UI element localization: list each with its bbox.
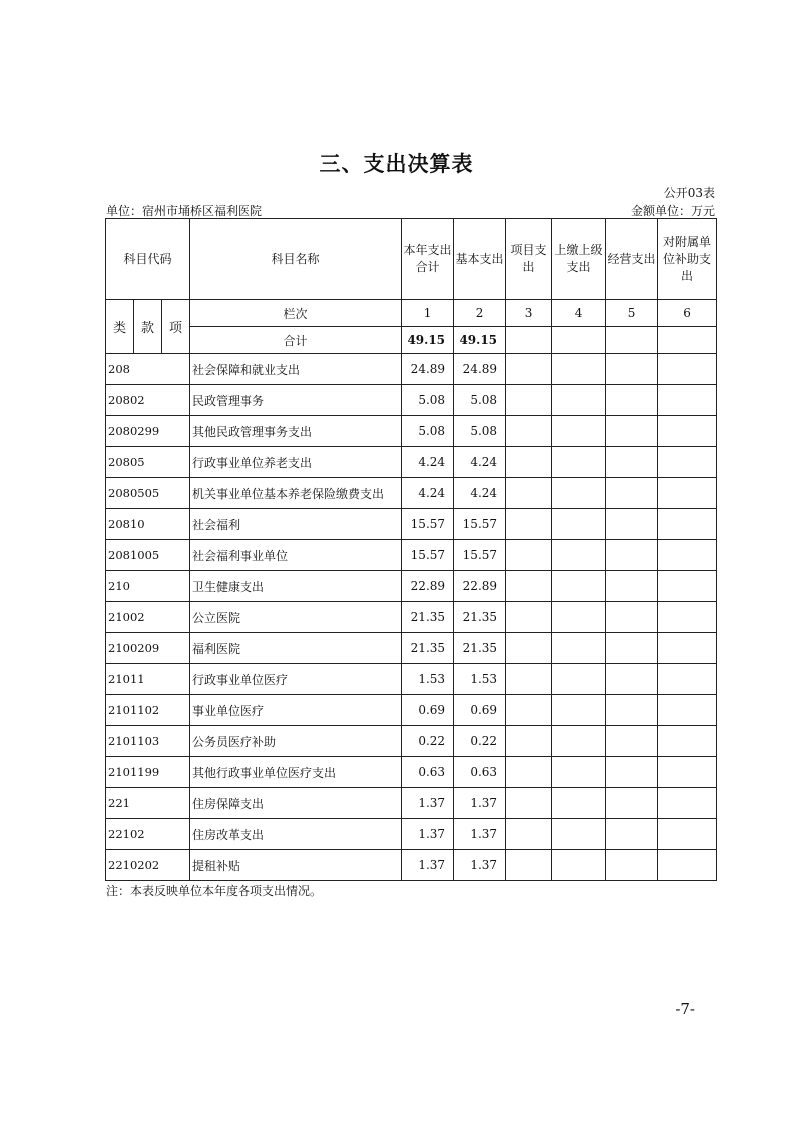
header-col2: 基本支出 bbox=[454, 219, 506, 300]
row-c4 bbox=[552, 788, 606, 819]
row-c4 bbox=[552, 602, 606, 633]
row-c1: 5.08 bbox=[402, 385, 454, 416]
row-code: 2101103 bbox=[106, 726, 190, 757]
row-c6 bbox=[658, 757, 717, 788]
row-name: 福利医院 bbox=[190, 633, 402, 664]
total-c5 bbox=[606, 327, 658, 354]
row-c5 bbox=[606, 540, 658, 571]
row-c5 bbox=[606, 726, 658, 757]
row-c6 bbox=[658, 726, 717, 757]
row-name: 行政事业单位医疗 bbox=[190, 664, 402, 695]
lanci-6: 6 bbox=[658, 300, 717, 327]
lanci-4: 4 bbox=[552, 300, 606, 327]
row-c1: 15.57 bbox=[402, 540, 454, 571]
table-row bbox=[106, 633, 717, 664]
row-c3 bbox=[506, 664, 552, 695]
row-c5 bbox=[606, 571, 658, 602]
table-row bbox=[106, 664, 717, 695]
row-code: 20805 bbox=[106, 447, 190, 478]
row-c4 bbox=[552, 447, 606, 478]
row-c3 bbox=[506, 509, 552, 540]
row-c6 bbox=[658, 695, 717, 726]
row-c2: 1.53 bbox=[454, 664, 506, 695]
row-c6 bbox=[658, 633, 717, 664]
row-code: 21002 bbox=[106, 602, 190, 633]
row-c5 bbox=[606, 602, 658, 633]
row-c1: 1.53 bbox=[402, 664, 454, 695]
row-code: 2101102 bbox=[106, 695, 190, 726]
row-c1: 1.37 bbox=[402, 788, 454, 819]
row-c2: 0.69 bbox=[454, 695, 506, 726]
row-name: 其他行政事业单位医疗支出 bbox=[190, 757, 402, 788]
lanci-2: 2 bbox=[454, 300, 506, 327]
row-c4 bbox=[552, 509, 606, 540]
row-c4 bbox=[552, 757, 606, 788]
row-c2: 1.37 bbox=[454, 850, 506, 881]
row-c5 bbox=[606, 664, 658, 695]
row-c1: 0.22 bbox=[402, 726, 454, 757]
row-name: 卫生健康支出 bbox=[190, 571, 402, 602]
total-c4 bbox=[552, 327, 606, 354]
row-c5 bbox=[606, 850, 658, 881]
header-col3: 项目支出 bbox=[506, 219, 552, 300]
row-c1: 1.37 bbox=[402, 850, 454, 881]
table-row bbox=[106, 478, 717, 509]
row-c3 bbox=[506, 726, 552, 757]
table-row bbox=[106, 540, 717, 571]
row-c2: 15.57 bbox=[454, 540, 506, 571]
table-row bbox=[106, 416, 717, 447]
row-c4 bbox=[552, 633, 606, 664]
row-c1: 21.35 bbox=[402, 633, 454, 664]
row-c3 bbox=[506, 571, 552, 602]
row-c6 bbox=[658, 385, 717, 416]
row-c5 bbox=[606, 757, 658, 788]
total-c3 bbox=[506, 327, 552, 354]
row-code: 2080505 bbox=[106, 478, 190, 509]
total-row bbox=[106, 327, 717, 354]
total-c6 bbox=[658, 327, 717, 354]
row-c6 bbox=[658, 354, 717, 385]
row-c5 bbox=[606, 633, 658, 664]
row-c3 bbox=[506, 788, 552, 819]
row-c1: 0.63 bbox=[402, 757, 454, 788]
row-c4 bbox=[552, 664, 606, 695]
row-c2: 24.89 bbox=[454, 354, 506, 385]
row-c6 bbox=[658, 416, 717, 447]
lanci-3: 3 bbox=[506, 300, 552, 327]
row-name: 住房保障支出 bbox=[190, 788, 402, 819]
lanci-1: 1 bbox=[402, 300, 454, 327]
row-c4 bbox=[552, 819, 606, 850]
amount-unit: 金额单位：万元 bbox=[630, 204, 715, 218]
row-c6 bbox=[658, 509, 717, 540]
row-name: 事业单位医疗 bbox=[190, 695, 402, 726]
row-c2: 15.57 bbox=[454, 509, 506, 540]
row-c6 bbox=[658, 602, 717, 633]
total-label: 合计 bbox=[190, 327, 402, 354]
row-code: 20810 bbox=[106, 509, 190, 540]
header-xiang: 项 bbox=[162, 300, 190, 354]
row-c6 bbox=[658, 664, 717, 695]
row-code: 2080299 bbox=[106, 416, 190, 447]
row-c2: 5.08 bbox=[454, 416, 506, 447]
row-c2: 0.22 bbox=[454, 726, 506, 757]
row-c3 bbox=[506, 850, 552, 881]
row-c3 bbox=[506, 819, 552, 850]
header-kuan: 款 bbox=[134, 300, 162, 354]
table-row bbox=[106, 602, 717, 633]
total-c2: 49.15 bbox=[454, 327, 506, 354]
row-c6 bbox=[658, 447, 717, 478]
lanci-5: 5 bbox=[606, 300, 658, 327]
row-c4 bbox=[552, 726, 606, 757]
row-name: 提租补贴 bbox=[190, 850, 402, 881]
row-c6 bbox=[658, 850, 717, 881]
row-c3 bbox=[506, 354, 552, 385]
row-c2: 4.24 bbox=[454, 447, 506, 478]
row-c5 bbox=[606, 416, 658, 447]
row-c5 bbox=[606, 385, 658, 416]
row-c6 bbox=[658, 478, 717, 509]
row-c3 bbox=[506, 695, 552, 726]
row-c1: 1.37 bbox=[402, 819, 454, 850]
row-c2: 21.35 bbox=[454, 602, 506, 633]
page-number: -7- bbox=[675, 1000, 695, 1018]
row-code: 221 bbox=[106, 788, 190, 819]
row-c5 bbox=[606, 354, 658, 385]
row-c3 bbox=[506, 540, 552, 571]
row-c4 bbox=[552, 416, 606, 447]
table-row bbox=[106, 354, 717, 385]
row-code: 2101199 bbox=[106, 757, 190, 788]
row-c1: 0.69 bbox=[402, 695, 454, 726]
row-name: 机关事业单位基本养老保险缴费支出 bbox=[190, 478, 402, 509]
row-name: 社会保障和就业支出 bbox=[190, 354, 402, 385]
row-code: 22102 bbox=[106, 819, 190, 850]
header-name: 科目名称 bbox=[190, 219, 402, 300]
row-code: 210 bbox=[106, 571, 190, 602]
row-c3 bbox=[506, 385, 552, 416]
header-code: 科目代码 bbox=[106, 219, 190, 300]
header-row bbox=[106, 219, 717, 300]
row-c2: 0.63 bbox=[454, 757, 506, 788]
row-c5 bbox=[606, 788, 658, 819]
row-c4 bbox=[552, 478, 606, 509]
table-row bbox=[106, 509, 717, 540]
row-c1: 4.24 bbox=[402, 447, 454, 478]
row-c3 bbox=[506, 602, 552, 633]
row-c2: 21.35 bbox=[454, 633, 506, 664]
row-name: 行政事业单位养老支出 bbox=[190, 447, 402, 478]
row-c4 bbox=[552, 695, 606, 726]
row-c2: 5.08 bbox=[454, 385, 506, 416]
row-name: 社会福利事业单位 bbox=[190, 540, 402, 571]
lanci-row bbox=[106, 300, 717, 327]
row-c5 bbox=[606, 447, 658, 478]
unit-name: 单位：宿州市埇桥区福利医院 bbox=[106, 204, 263, 218]
header-col1: 本年支出合计 bbox=[402, 219, 454, 300]
row-c4 bbox=[552, 354, 606, 385]
row-code: 208 bbox=[106, 354, 190, 385]
row-c1: 21.35 bbox=[402, 602, 454, 633]
table-row bbox=[106, 757, 717, 788]
table-row bbox=[106, 726, 717, 757]
row-name: 公务员医疗补助 bbox=[190, 726, 402, 757]
total-c1: 49.15 bbox=[402, 327, 454, 354]
row-c1: 4.24 bbox=[402, 478, 454, 509]
row-c4 bbox=[552, 571, 606, 602]
row-c3 bbox=[506, 447, 552, 478]
form-number: 公开03表 bbox=[663, 186, 715, 200]
header-col4: 上缴上级支出 bbox=[552, 219, 606, 300]
row-code: 20802 bbox=[106, 385, 190, 416]
header-lei: 类 bbox=[106, 300, 134, 354]
row-c6 bbox=[658, 540, 717, 571]
row-c3 bbox=[506, 416, 552, 447]
table-row bbox=[106, 788, 717, 819]
expenditure-table bbox=[105, 218, 717, 881]
table-row bbox=[106, 571, 717, 602]
row-c5 bbox=[606, 509, 658, 540]
row-c2: 4.24 bbox=[454, 478, 506, 509]
row-name: 民政管理事务 bbox=[190, 385, 402, 416]
row-c1: 5.08 bbox=[402, 416, 454, 447]
header-col5: 经营支出 bbox=[606, 219, 658, 300]
row-c1: 22.89 bbox=[402, 571, 454, 602]
header-col6: 对附属单位补助支出 bbox=[658, 219, 717, 300]
row-c2: 1.37 bbox=[454, 788, 506, 819]
row-code: 2210202 bbox=[106, 850, 190, 881]
row-c1: 24.89 bbox=[402, 354, 454, 385]
row-code: 2081005 bbox=[106, 540, 190, 571]
row-c6 bbox=[658, 571, 717, 602]
row-c4 bbox=[552, 385, 606, 416]
table-row bbox=[106, 385, 717, 416]
table-row bbox=[106, 819, 717, 850]
row-c5 bbox=[606, 819, 658, 850]
table-row bbox=[106, 850, 717, 881]
row-c5 bbox=[606, 695, 658, 726]
row-c3 bbox=[506, 757, 552, 788]
row-c3 bbox=[506, 633, 552, 664]
table-row bbox=[106, 447, 717, 478]
row-name: 社会福利 bbox=[190, 509, 402, 540]
row-code: 21011 bbox=[106, 664, 190, 695]
row-c2: 22.89 bbox=[454, 571, 506, 602]
row-c3 bbox=[506, 478, 552, 509]
row-name: 公立医院 bbox=[190, 602, 402, 633]
row-c2: 1.37 bbox=[454, 819, 506, 850]
page-title: 三、支出决算表 bbox=[319, 151, 474, 176]
row-c6 bbox=[658, 788, 717, 819]
row-c6 bbox=[658, 819, 717, 850]
row-code: 2100209 bbox=[106, 633, 190, 664]
row-name: 住房改革支出 bbox=[190, 819, 402, 850]
table-note: 注：本表反映单位本年度各项支出情况。 bbox=[106, 884, 323, 898]
row-c4 bbox=[552, 850, 606, 881]
row-c5 bbox=[606, 478, 658, 509]
row-name: 其他民政管理事务支出 bbox=[190, 416, 402, 447]
row-c1: 15.57 bbox=[402, 509, 454, 540]
table-row bbox=[106, 695, 717, 726]
row-c4 bbox=[552, 540, 606, 571]
lanci-label: 栏次 bbox=[190, 300, 402, 327]
